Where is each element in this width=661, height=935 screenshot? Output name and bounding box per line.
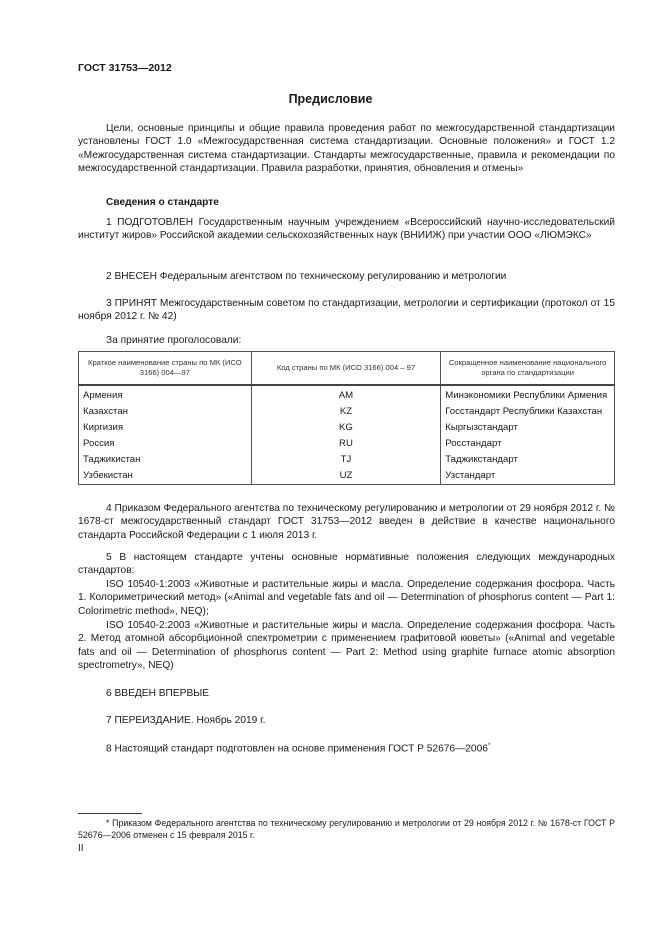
country-name: Россия bbox=[79, 436, 252, 452]
footnote: * Приказом Федерального агентства по техническому регулированию и метрологии от 29 ноября 2012 г. № 1678-ст ГОСТ Р 52676—2006 отменен с 15 февраля 2015 г. bbox=[78, 818, 615, 840]
footnote-divider bbox=[78, 813, 142, 814]
footnote-marker: * bbox=[487, 743, 491, 749]
table-row bbox=[79, 436, 615, 452]
country-code: UZ bbox=[251, 468, 441, 485]
country-name: Киргизия bbox=[79, 420, 252, 436]
item-5-iso-part-2: ISO 10540-2:2003 «Животные и растительные жиры и масла. Определение содержания фосфора. Часть 2. Метод атомной абсорбционной спектрометрии с применением графитовой кюветы» («Animal and vegetable fats and oil — Determination of phosphorus content — Part 2: Method using graphite furnace atomic absorption spectrometry», NEQ) bbox=[78, 620, 615, 672]
country-name: Узбекистан bbox=[79, 468, 252, 485]
country-name: Армения bbox=[79, 385, 252, 404]
country-code: RU bbox=[251, 436, 441, 452]
item-1-paragraph: 1 ПОДГОТОВЛЕН Государственным научным учреждением «Всероссийский научно-исследовательский институт жиров» Российской академии сельскохозяйственных наук (ВНИИЖ) при участии ООО «ЛЮМЭКС» bbox=[78, 217, 615, 242]
vote-label: За принятие проголосовали: bbox=[106, 335, 242, 346]
item-8-paragraph bbox=[78, 740, 615, 756]
item-2-paragraph: 2 ВНЕСЕН Федеральным агентством по техническому регулированию и метрологии bbox=[106, 271, 507, 282]
standards-body: Госстандарт Республики Казахстан bbox=[441, 404, 615, 420]
header-country-code: Код страны по МК (ИСО 3166) 004 – 97 bbox=[251, 352, 441, 386]
standards-body: Узстандарт bbox=[441, 468, 615, 485]
item-3-paragraph: 3 ПРИНЯТ Межгосударственным советом по стандартизации, метрологии и сертификации (протокол от 15 ноября 2012 г. № 42) bbox=[78, 298, 615, 323]
intro-paragraph: Цели, основные принципы и общие правила проведения работ по межгосударственной стандартизации установлены ГОСТ 1.0 «Межгосударственная система стандартизации. Основные положения» и ГОСТ 1.2 «Межгосударственная система стандартизации. Стандарты межгосударственные, правила и рекомендации по межгосударственной стандартизации. Правила разработки, принятия, обновления и отмены» bbox=[78, 123, 615, 175]
country-code: KZ bbox=[251, 404, 441, 420]
table-row bbox=[79, 468, 615, 485]
standards-body: Минэкономики Республики Армения bbox=[441, 385, 615, 404]
table-row bbox=[79, 385, 615, 404]
page-title: Предисловие bbox=[288, 92, 373, 106]
item-4-paragraph: 4 Приказом Федерального агентства по техническому регулированию и метрологии от 29 ноября 2012 г. № 1678-ст межгосударственный стандарт ГОСТ 31753—2012 введен в действие в качестве национального стандарта Российской Федерации с 1 июля 2013 г. bbox=[78, 503, 615, 541]
item-5-iso-part-1: ISO 10540-1:2003 «Животные и растительные жиры и масла. Определение содержания фосфора. Часть 1. Колориметрический метод» («Animal and vegetable fats and oil — Determination of phosphorus content — Part 1: Colorimetric method», NEQ); bbox=[78, 579, 615, 617]
table-row bbox=[79, 452, 615, 468]
voting-table bbox=[78, 351, 615, 485]
item-6-paragraph: 6 ВВЕДЕН ВПЕРВЫЕ bbox=[106, 688, 210, 699]
standards-body: Росстандарт bbox=[441, 436, 615, 452]
country-code: TJ bbox=[251, 452, 441, 468]
table-header-row bbox=[79, 352, 615, 386]
standards-body: Таджикстандарт bbox=[441, 452, 615, 468]
country-code: AM bbox=[251, 385, 441, 404]
header-standards-body: Сокращенное наименование национального органа по стандартизации bbox=[441, 352, 615, 386]
country-name: Казахстан bbox=[79, 404, 252, 420]
document-code-header: ГОСТ 31753—2012 bbox=[78, 62, 172, 74]
country-name: Таджикистан bbox=[79, 452, 252, 468]
standards-body: Кыргызстандарт bbox=[441, 420, 615, 436]
item-8-text: 8 Настоящий стандарт подготовлен на основе применения ГОСТ Р 52676—2006 bbox=[106, 743, 488, 755]
item-5-paragraph: 5 В настоящем стандарте учтены основные нормативные положения следующих международных стандартов: bbox=[78, 552, 615, 577]
page-number: II bbox=[78, 843, 84, 854]
table-row bbox=[79, 420, 615, 436]
header-country-name: Краткое наименование страны по МК (ИСО 3166) 004—97 bbox=[79, 352, 252, 386]
section-title: Сведения о стандарте bbox=[106, 197, 219, 208]
country-code: KG bbox=[251, 420, 441, 436]
item-7-paragraph: 7 ПЕРЕИЗДАНИЕ. Ноябрь 2019 г. bbox=[106, 715, 266, 726]
table-row bbox=[79, 404, 615, 420]
